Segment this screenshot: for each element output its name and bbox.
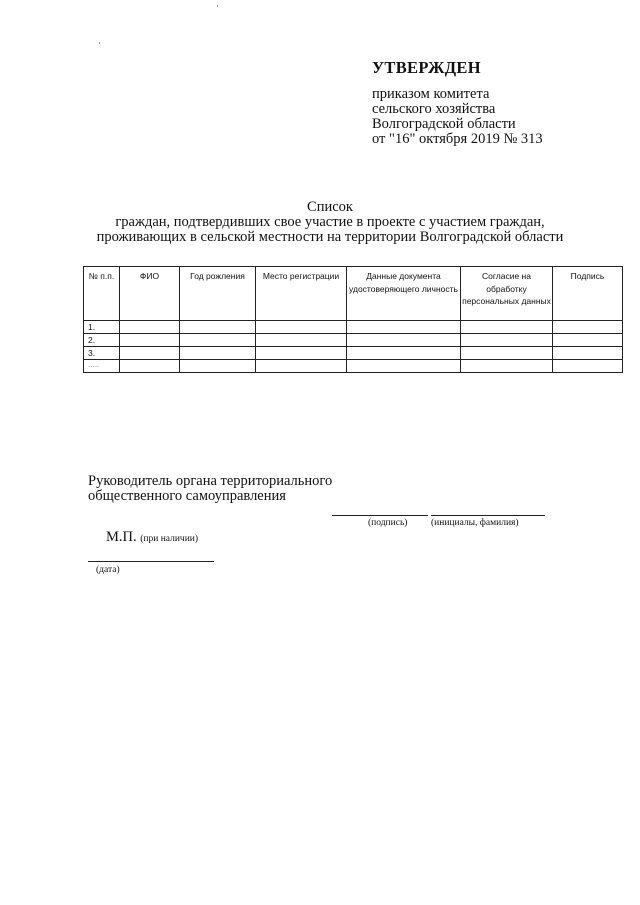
table-row [84,334,623,347]
date-caption: (дата) [96,565,120,575]
row-number: 2. [84,334,120,347]
scan-speck [99,42,100,44]
col-header-registration: Место регистрации [256,267,347,321]
table-cell [461,360,553,373]
document-title [60,200,600,245]
row-number: 3. [84,347,120,360]
order-reference [372,87,543,147]
row-number: 1. [84,321,120,334]
scan-speck [217,5,218,7]
table-cell [461,334,553,347]
table-cell [347,321,461,334]
col-header-id-document: Данные документа удостоверяющего личность [347,267,461,321]
order-line: приказом комитета [372,86,490,102]
col-header-fio: ФИО [120,267,180,321]
name-caption: (инициалы, фамилия) [431,518,519,528]
table-cell [256,321,347,334]
table-cell [180,321,256,334]
col-header-signature: Подпись [553,267,623,321]
table-cell [120,347,180,360]
row-number: ….. [84,360,120,373]
table-row [84,347,623,360]
signatory-title [88,474,332,504]
approved-heading: УТВЕРЖДЕН [372,58,481,77]
table-cell [553,360,623,373]
order-line: от "16" октября 2019 № 313 [372,131,543,147]
table-cell [347,347,461,360]
participants-table [83,266,623,373]
table-cell [120,334,180,347]
date-line [88,561,214,562]
table-cell [180,360,256,373]
table-cell [461,321,553,334]
order-line: Волгоградской области [372,116,516,132]
table-cell [180,334,256,347]
table-header-row [84,267,623,321]
table-cell [120,321,180,334]
table-cell [553,321,623,334]
order-line: сельского хозяйства [372,101,496,117]
table-cell [461,347,553,360]
col-header-consent: Согласие на обработку персональных данных [461,267,553,321]
table-cell [256,360,347,373]
col-header-number: № п.п. [84,267,120,321]
table-cell [256,334,347,347]
table-cell [553,347,623,360]
signatory-line: Руководитель органа территориального [88,473,333,489]
stamp-label: М.П. [106,529,137,545]
table-cell [347,334,461,347]
title-heading: Список [307,199,353,215]
table-cell [180,347,256,360]
name-line [431,515,545,516]
signature-caption: (подпись) [368,518,408,528]
col-header-birth-year: Год рожления [180,267,256,321]
table-cell [347,360,461,373]
table-cell [553,334,623,347]
stamp-place [106,529,198,546]
table-cell [256,347,347,360]
table-row [84,360,623,373]
signatory-line: общественного самоуправления [88,488,286,504]
title-line: граждан, подтвердивших свое участие в проекте с участием граждан, [115,214,545,230]
stamp-note: (при наличии) [140,534,199,544]
signature-line [332,515,428,516]
table-row [84,321,623,334]
title-line: проживающих в сельской местности на территории Волгоградской области [96,229,564,245]
table-cell [120,360,180,373]
